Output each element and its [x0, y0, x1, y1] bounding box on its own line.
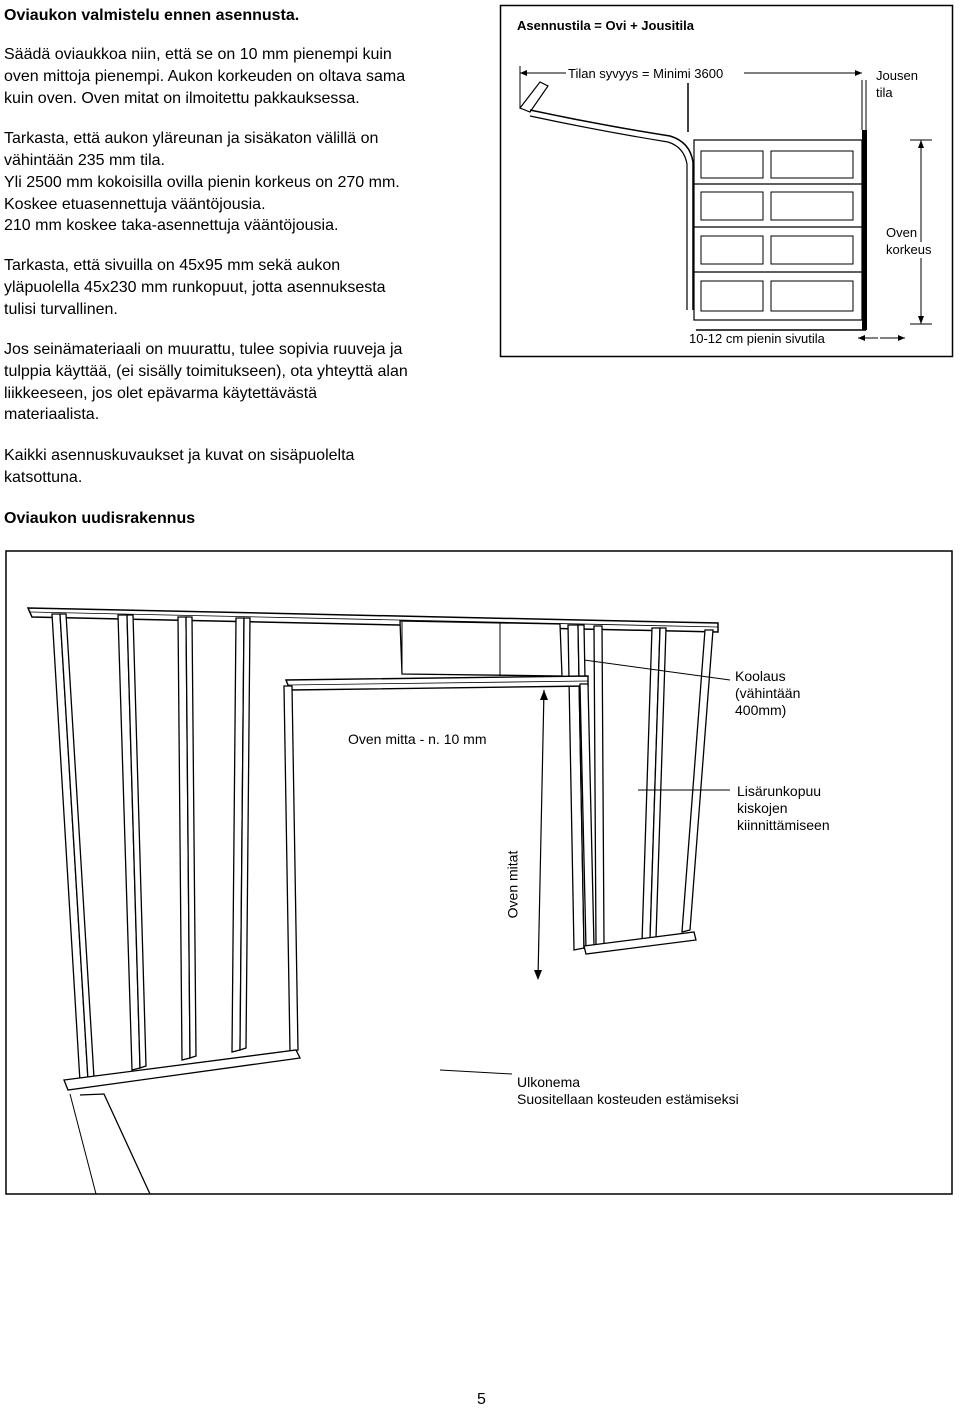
slab-edge — [80, 1094, 150, 1194]
text-line: yläpuolella 45x230 mm runkopuut, jotta asennuksesta — [4, 279, 386, 296]
arrow-up-icon — [540, 690, 548, 700]
text-line: 210 mm koskee taka-asennettuja vääntöjousia. — [4, 217, 339, 234]
extra-stud-label-line2: kiskojen — [737, 800, 788, 816]
arrow-right-icon — [898, 335, 905, 341]
text-line: Tarkasta, että aukon yläreunan ja sisäkaton välillä on — [4, 130, 379, 147]
text-line: tulisi turvallinen. — [4, 301, 118, 318]
leader-koolaus — [584, 660, 730, 680]
text-line: vähintään 235 mm tila. — [4, 152, 165, 169]
spring-space-label-line1: Jousen — [876, 68, 918, 83]
overhang-label-line1: Ulkonema — [517, 1074, 581, 1090]
door-height-label-line1: Oven — [886, 225, 918, 240]
text-line: liikkeeseen, jos olet epävarma käytettävästä — [4, 385, 318, 402]
wall-section — [862, 130, 867, 330]
right-studs — [568, 625, 713, 950]
door-panels — [694, 140, 862, 320]
arrow-down-icon — [534, 970, 542, 980]
door-height-dimension — [538, 690, 544, 978]
opening-lintel — [286, 676, 588, 690]
bottom-plate-left — [64, 1050, 300, 1090]
text-line: Yli 2500 mm kokoisilla ovilla pienin korkeus on 270 mm. — [4, 174, 400, 191]
left-studs — [52, 614, 250, 1082]
koolaus-label-line1: Koolaus — [735, 668, 786, 684]
text-line: Jos seinämateriaali on muurattu, tulee sopivia ruuveja ja — [4, 341, 403, 358]
extra-stud-label-line3: kiinnittämiseen — [737, 817, 830, 833]
extra-stud-label-line1: Lisärunkopuu — [737, 783, 822, 799]
right-jamb — [580, 684, 594, 948]
text-line: Säädä oviaukkoa niin, että se on 10 mm pienempi kuin — [4, 46, 392, 63]
arrow-down-icon — [918, 316, 924, 324]
left-jamb — [284, 686, 298, 1052]
arrow-left-icon — [858, 335, 865, 341]
top-plate — [28, 608, 718, 632]
koolaus-label-line2: (vähintään — [735, 685, 801, 701]
arrow-right-icon — [855, 70, 862, 76]
text-line: materiaalista. — [4, 406, 100, 423]
text-line: Tarkasta, että sivuilla on 45x95 mm sekä aukon — [4, 257, 341, 274]
text-line: katsottuna. — [4, 469, 83, 486]
depth-label: Tilan syvyys = Minimi 3600 — [568, 66, 724, 81]
text-line: tulppia käyttää, (ei sisälly toimitukseen), ota yhteyttä alan — [4, 363, 408, 380]
door-height-label-line2: korkeus — [886, 242, 932, 257]
text-line: oven mittoja pienempi. Aukon korkeuden on oltava sama — [4, 68, 406, 85]
spring-space-label-line2: tila — [876, 85, 893, 100]
text-line: kuin oven. Oven mitat on ilmoitettu pakkauksessa. — [4, 90, 360, 107]
text-line: Kaikki asennuskuvaukset ja kuvat on sisäpuolelta — [4, 447, 355, 464]
arrow-up-icon — [918, 140, 924, 148]
overhang-label-line2: Suositellaan kosteuden estämiseksi — [517, 1091, 739, 1107]
header-block — [400, 621, 562, 676]
leader-ulkonema — [440, 1070, 512, 1074]
arrow-left-icon — [520, 70, 527, 76]
door-dimension-minus-label: Oven mitta - n. 10 mm — [348, 731, 487, 747]
track-inner — [530, 116, 687, 310]
section-heading-preparation: Oviaukon valmistelu ennen asennusta. — [4, 7, 300, 24]
section-heading-new-construction: Oviaukon uudisrakennus — [4, 510, 196, 527]
figure-frame — [6, 551, 952, 1194]
page-number: 5 — [477, 1391, 486, 1408]
text-line: Koskee etuasennettuja vääntöjousia. — [4, 196, 266, 213]
bottom-plate-right — [584, 932, 696, 954]
rear-hanger — [520, 82, 548, 112]
track-outer — [530, 110, 693, 310]
diagram-frame — [501, 6, 953, 357]
side-clearance-label: 10-12 cm pienin sivutila — [689, 331, 825, 346]
koolaus-label-line3: 400mm) — [735, 702, 787, 718]
diagram-title: Asennustila = Ovi + Jousitila — [517, 18, 695, 33]
door-dimensions-vertical-label: Oven mitat — [504, 850, 521, 919]
